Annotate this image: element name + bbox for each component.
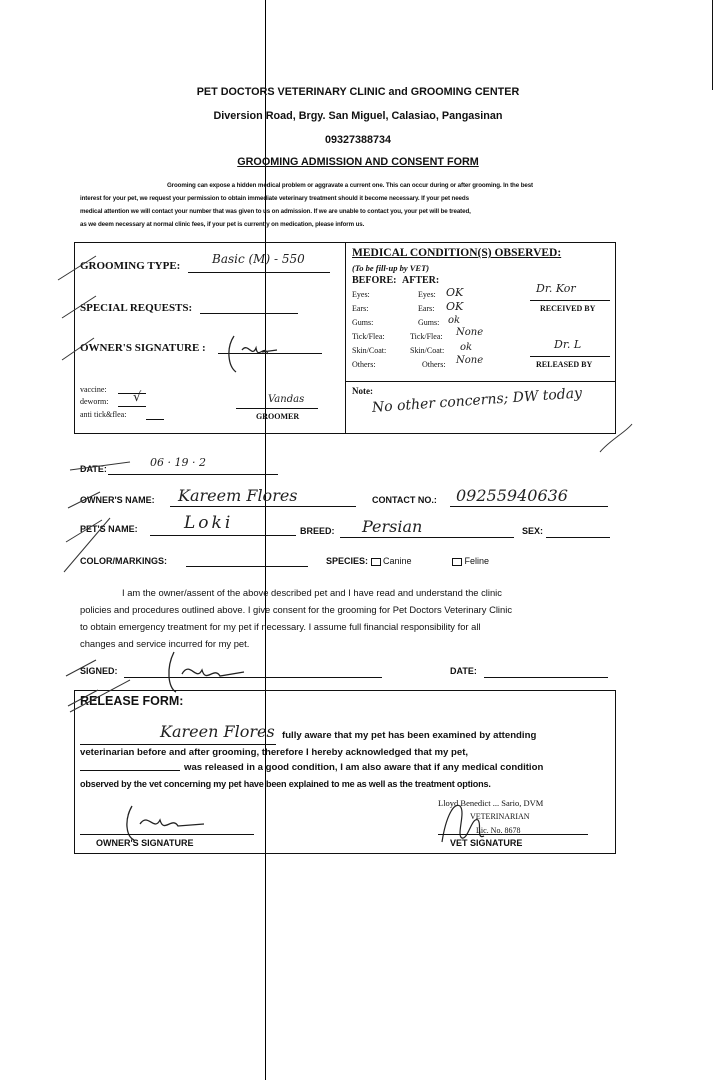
signed-scribble [160, 648, 250, 696]
released-by-label: RELEASED BY [536, 360, 593, 369]
color-markings-label: COLOR/MARKINGS: [80, 556, 167, 566]
after-skincoat-value[interactable]: ok [460, 342, 473, 353]
grooming-type-line [188, 272, 330, 273]
contact-line [450, 506, 608, 507]
before-skincoat: Skin/Coat: [352, 346, 387, 355]
release-line-3: was released in a good condition, I am also aware that if any medical condition [184, 762, 544, 773]
grooming-type-value[interactable]: Basic (M) - 550 [212, 252, 305, 266]
pet-name-label: PET'S NAME: [80, 524, 138, 534]
release-line-1: fully aware that my pet has been examined by attending [282, 730, 537, 741]
vet-name: Lloyd Benedict ... Sario, DVM [438, 798, 544, 808]
medical-subtitle: (To be fill-up by VET) [352, 263, 430, 273]
released-by-line [530, 356, 610, 357]
grooming-type-label: GROOMING TYPE: [80, 260, 181, 272]
deworm-label: deworm: [80, 397, 109, 406]
note-label: Note: [352, 386, 373, 396]
note-divider [345, 381, 615, 382]
owner-name-value[interactable]: Kareem Flores [178, 486, 298, 505]
antitick-line [146, 419, 164, 420]
vet-license: Lic. No. 8678 [476, 826, 521, 835]
species-group [326, 556, 412, 566]
canine-checkbox[interactable] [371, 558, 381, 566]
before-ears: Ears: [352, 304, 369, 313]
release-owner-signature-line [80, 834, 254, 835]
intro-line-1: Grooming can expose a hidden medical problem or aggravate a current one. This can occur during or after grooming. In the best [166, 182, 534, 189]
after-tickflea: Tick/Flea: [410, 332, 443, 341]
form-title: GROOMING ADMISSION AND CONSENT FORM [237, 156, 479, 168]
vet-title: VETERINARIAN [470, 812, 530, 821]
after-eyes: Eyes: [418, 290, 436, 299]
antitick-label: anti tick&flea: [80, 410, 127, 419]
date-label: DATE: [80, 464, 107, 474]
release-owner-signature-label: OWNER'S SIGNATURE [96, 838, 194, 848]
after-others-value[interactable]: None [456, 355, 484, 366]
consent-line-3: to obtain emergency treatment for my pet if necessary. I assume full financial responsibility for all [80, 621, 481, 632]
before-others: Others: [352, 360, 376, 369]
consent-line-2: policies and procedures outlined above. I give consent for the grooming for Pet Doctors Veterinary Clinic [80, 604, 513, 615]
vet-signature-label: VET SIGNATURE [450, 838, 523, 848]
before-tickflea: Tick/Flea: [352, 332, 385, 341]
intro-line-2: interest for your pet, we request your permission to obtain immediate veterinary treatment should it become necessary. If your pet needs [80, 195, 469, 202]
groomer-name: Vandas [268, 394, 305, 405]
before-gums: Gums: [352, 318, 374, 327]
after-tickflea-value[interactable]: None [456, 327, 484, 338]
groomer-line [236, 408, 318, 409]
sex-label: SEX: [522, 526, 544, 536]
signed-label: SIGNED: [80, 666, 118, 676]
deworm-check[interactable]: √ [133, 390, 142, 405]
vaccine-label: vaccine: [80, 385, 107, 394]
feline-checkbox[interactable] [452, 558, 462, 566]
clinic-phone: 09327388734 [324, 134, 392, 146]
release-owner-signature-scribble [118, 802, 208, 842]
breed-line [340, 537, 514, 538]
intro-line-4: as we deem necessary at normal clinic fees, if your pet is currently on medication, please inform us. [80, 221, 365, 228]
date-value[interactable]: 06 · 19 · 2 [150, 456, 206, 469]
vet-signature-line [438, 834, 588, 835]
contact-label: CONTACT NO.: [372, 495, 437, 505]
scan-edge-line [712, 0, 713, 90]
pet-name-value[interactable]: Loki [184, 513, 234, 533]
canine-label: Canine [383, 556, 412, 566]
before-label: BEFORE: [352, 275, 397, 286]
note-value[interactable]: No other concerns; DW today [371, 385, 583, 416]
owner-name-label: OWNER'S NAME: [80, 495, 155, 505]
box-divider [345, 242, 346, 434]
special-requests-line [200, 313, 298, 314]
special-requests-label: SPECIAL REQUESTS: [80, 302, 193, 314]
received-by-line [530, 300, 610, 301]
after-ears-value[interactable]: OK [446, 300, 464, 313]
consent-line-4: changes and service incurred for my pet. [80, 638, 250, 649]
after-gums-value[interactable]: ok [448, 315, 461, 326]
groomer-label: GROOMER [256, 412, 300, 421]
intro-line-3: medical attention we will contact your number that was given to us on admission. If we are unable to contact you, your pet will be treated, [80, 208, 471, 215]
after-label: AFTER: [402, 275, 440, 286]
feline-group [452, 556, 489, 566]
date-line [108, 474, 278, 475]
owner-name-line [170, 506, 356, 507]
after-others: Others: [422, 360, 446, 369]
color-markings-line [186, 566, 308, 567]
deworm-line [118, 406, 146, 407]
date-signed-label: DATE: [450, 666, 477, 676]
date-signed-line [484, 677, 608, 678]
release-name-value[interactable]: Kareen Flores [160, 722, 275, 741]
received-by-label: RECEIVED BY [540, 304, 596, 313]
release-title: RELEASE FORM: [80, 694, 184, 708]
owner-signature-label: OWNER'S SIGNATURE : [80, 342, 206, 354]
after-ears: Ears: [418, 304, 435, 313]
release-line-2: veterinarian before and after grooming, therefore I hereby acknowledged that my pet, [80, 747, 469, 758]
contact-value[interactable]: 09255940636 [456, 486, 568, 505]
pet-name-line [150, 535, 296, 536]
after-gums: Gums: [418, 318, 440, 327]
after-eyes-value[interactable]: OK [446, 286, 464, 299]
feline-label: Feline [464, 556, 490, 566]
species-label: SPECIES: [326, 556, 369, 566]
breed-label: BREED: [300, 526, 335, 536]
received-by-name: Dr. Kor [536, 282, 576, 295]
release-pet-line [80, 770, 180, 771]
released-by-name: Dr. L [554, 338, 582, 351]
breed-value[interactable]: Persian [362, 517, 423, 536]
before-eyes: Eyes: [352, 290, 370, 299]
consent-line-1: I am the owner/assent of the above described pet and I have read and understand the clinic [122, 587, 502, 598]
after-skincoat: Skin/Coat: [410, 346, 445, 355]
sex-line [546, 537, 610, 538]
medical-title: MEDICAL CONDITION(S) OBSERVED: [352, 247, 562, 259]
vaccine-line [118, 393, 146, 394]
owner-signature-scribble [222, 328, 282, 378]
release-line-4: observed by the vet concerning my pet have been explained to me as well as the treatment options. [80, 779, 491, 789]
clinic-address: Diversion Road, Brgy. San Miguel, Calasiao, Pangasinan [213, 110, 503, 122]
clinic-name: PET DOCTORS VETERINARY CLINIC and GROOMING CENTER [196, 86, 520, 98]
